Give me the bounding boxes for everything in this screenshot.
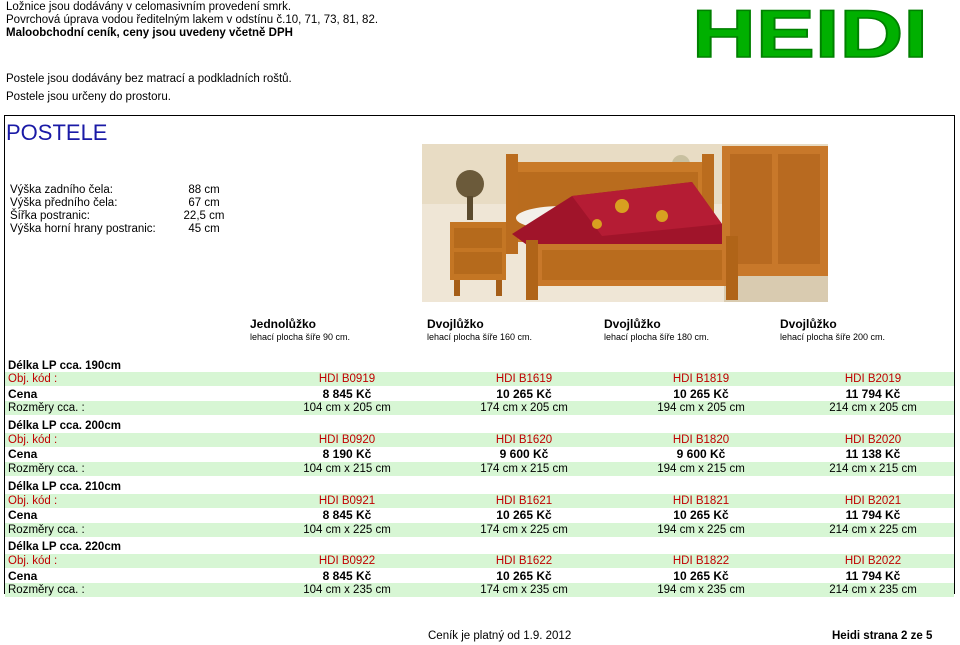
size-cell: 194 cm x 205 cm (657, 402, 745, 414)
price-cell: 10 265 Kč (496, 508, 552, 522)
size-cell: 104 cm x 235 cm (303, 584, 391, 596)
price-row-190 (5, 387, 954, 401)
column-header-3 (604, 317, 774, 343)
size-label: Rozměry cca. : (8, 584, 85, 596)
column-name: Jednolůžko (250, 317, 317, 331)
price-label: Cena (8, 447, 38, 461)
code-label: Obj. kód : (8, 434, 58, 446)
bed-product-photo (422, 144, 828, 302)
code-label: Obj. kód : (8, 373, 58, 385)
size-cell: 174 cm x 235 cm (480, 584, 568, 596)
code-cell: HDI B1820 (672, 434, 730, 446)
column-sub: lehací plocha šíře 200 cm. (780, 332, 886, 342)
size-cell: 104 cm x 215 cm (303, 463, 391, 475)
size-label: Rozměry cca. : (8, 402, 85, 414)
price-row-210 (5, 508, 954, 522)
size-cell: 174 cm x 225 cm (480, 524, 568, 536)
logo-text: HEIDI (692, 2, 928, 64)
column-sub: lehací plocha šíře 90 cm. (250, 332, 351, 342)
code-row-200 (5, 433, 954, 447)
code-row-210 (5, 494, 954, 508)
code-cell: HDI B1621 (495, 495, 553, 507)
price-label: Cena (8, 569, 38, 583)
price-cell: 10 265 Kč (496, 387, 552, 401)
code-cell: HDI B2021 (844, 495, 902, 507)
size-cell: 174 cm x 215 cm (480, 463, 568, 475)
price-row-220 (5, 569, 954, 583)
size-row-210 (5, 523, 954, 537)
price-label: Cena (8, 387, 38, 401)
dim-value-3: 22,5 cm (183, 210, 225, 222)
size-cell: 194 cm x 235 cm (657, 584, 745, 596)
intro-line-3: Maloobchodní ceník, ceny jsou uvedeny včetně DPH (6, 27, 293, 39)
size-cell: 214 cm x 225 cm (829, 524, 917, 536)
code-cell: HDI B0921 (318, 495, 376, 507)
price-cell: 10 265 Kč (673, 387, 729, 401)
dim-label-3: Šířka postranic: (10, 210, 90, 222)
price-cell: 10 265 Kč (673, 569, 729, 583)
size-cell: 214 cm x 205 cm (829, 402, 917, 414)
dim-value-2: 67 cm (188, 197, 220, 209)
price-cell: 8 190 Kč (322, 447, 372, 461)
code-cell: HDI B2019 (844, 373, 902, 385)
section-title: POSTELE (6, 120, 108, 145)
price-label: Cena (8, 508, 38, 522)
size-row-190 (5, 401, 954, 415)
code-cell: HDI B2020 (844, 434, 902, 446)
column-header-2 (427, 317, 597, 343)
code-cell: HDI B2022 (844, 555, 902, 567)
dim-label-2: Výška předního čela: (10, 197, 118, 209)
intro-line-4: Postele jsou dodávány bez matrací a podkladních roštů. (6, 73, 292, 85)
group-title-190: Délka LP cca. 190cm (8, 360, 121, 372)
column-sub: lehací plocha šíře 160 cm. (427, 332, 533, 342)
column-name: Dvojlůžko (604, 317, 661, 331)
size-cell: 194 cm x 225 cm (657, 524, 745, 536)
group-title-210: Délka LP cca. 210cm (8, 481, 121, 493)
size-row-220 (5, 583, 954, 597)
code-label: Obj. kód : (8, 495, 58, 507)
size-cell: 214 cm x 215 cm (829, 463, 917, 475)
size-label: Rozměry cca. : (8, 524, 85, 536)
code-cell: HDI B1822 (672, 555, 730, 567)
price-cell: 11 794 Kč (845, 569, 901, 583)
code-cell: HDI B0922 (318, 555, 376, 567)
intro-line-1: Ložnice jsou dodávány v celomasivním provedení smrk. (6, 1, 292, 13)
size-label: Rozměry cca. : (8, 463, 85, 475)
size-cell: 214 cm x 235 cm (829, 584, 917, 596)
code-row-190 (5, 372, 954, 386)
code-cell: HDI B1619 (495, 373, 553, 385)
code-label: Obj. kód : (8, 555, 58, 567)
size-cell: 104 cm x 225 cm (303, 524, 391, 536)
price-cell: 10 265 Kč (496, 569, 552, 583)
size-row-200 (5, 462, 954, 476)
code-cell: HDI B1622 (495, 555, 553, 567)
intro-line-2: Povrchová úprava vodou ředitelným lakem v odstínu č.10, 71, 73, 81, 82. (6, 14, 379, 26)
code-row-220 (5, 554, 954, 568)
price-cell: 9 600 Kč (499, 447, 549, 461)
code-cell: HDI B0919 (318, 373, 376, 385)
price-row-200 (5, 447, 954, 461)
price-cell: 8 845 Kč (322, 569, 372, 583)
code-cell: HDI B1821 (672, 495, 730, 507)
price-cell: 11 794 Kč (845, 387, 901, 401)
dim-value-1: 88 cm (188, 184, 220, 196)
code-cell: HDI B0920 (318, 434, 376, 446)
dim-value-4: 45 cm (188, 223, 220, 235)
group-title-200: Délka LP cca. 200cm (8, 420, 121, 432)
price-cell: 11 794 Kč (845, 508, 901, 522)
code-cell: HDI B1620 (495, 434, 553, 446)
size-cell: 194 cm x 215 cm (657, 463, 745, 475)
column-name: Dvojlůžko (780, 317, 837, 331)
column-header-1 (250, 317, 420, 343)
code-cell: HDI B1819 (672, 373, 730, 385)
dim-label-1: Výška zadního čela: (10, 184, 113, 196)
column-header-4 (780, 317, 950, 343)
price-cell: 8 845 Kč (322, 387, 372, 401)
column-sub: lehací plocha šíře 180 cm. (604, 332, 710, 342)
price-cell: 9 600 Kč (676, 447, 726, 461)
size-cell: 174 cm x 205 cm (480, 402, 568, 414)
column-name: Dvojlůžko (427, 317, 484, 331)
size-cell: 104 cm x 205 cm (303, 402, 391, 414)
price-cell: 10 265 Kč (673, 508, 729, 522)
price-cell: 8 845 Kč (322, 508, 372, 522)
footer-page: Heidi strana 2 ze 5 (832, 630, 933, 642)
intro-line-5: Postele jsou určeny do prostoru. (6, 91, 171, 103)
footer-validity: Ceník je platný od 1.9. 2012 (428, 630, 572, 642)
price-cell: 11 138 Kč (845, 447, 901, 461)
group-title-220: Délka LP cca. 220cm (8, 541, 121, 553)
heidi-logo (690, 2, 930, 64)
dim-label-4: Výška horní hrany postranic: (10, 223, 156, 235)
